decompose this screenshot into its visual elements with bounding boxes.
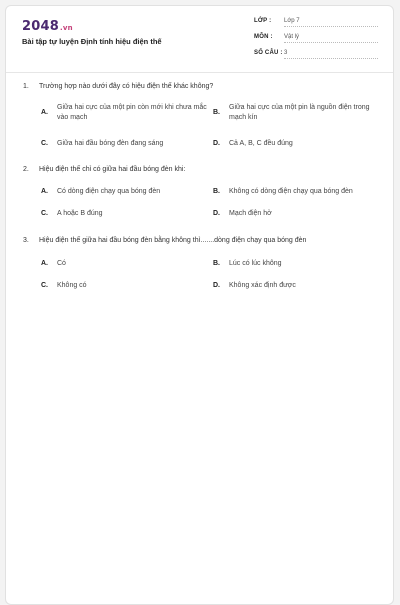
question-1 (23, 82, 378, 92)
option-1c[interactable] (41, 139, 211, 149)
question-2 (23, 165, 378, 175)
option-text: Không có dòng điện chạy qua bóng đèn (229, 188, 353, 195)
option-letter: D. (213, 210, 220, 217)
option-text: Không xác định được (229, 282, 296, 289)
meta-label: LỚP : (254, 18, 272, 24)
worksheet-meta (254, 18, 378, 66)
meta-value: 3 (284, 50, 378, 59)
option-2d[interactable] (213, 209, 383, 219)
option-letter: C. (41, 210, 48, 217)
option-text: Không có (57, 282, 87, 289)
question-3 (23, 236, 378, 246)
question-number: 3. (23, 237, 29, 244)
option-letter: C. (41, 282, 48, 289)
option-text: Cả A, B, C đều đúng (229, 140, 293, 147)
option-text: A hoặc B đúng (57, 210, 103, 217)
meta-label: SỐ CÂU : (254, 50, 283, 56)
question-text (23, 165, 378, 175)
option-text: Mạch điện hở (229, 210, 272, 217)
option-3b[interactable] (213, 259, 383, 269)
option-text: Lúc có lúc không (229, 260, 282, 267)
option-3a[interactable] (41, 259, 211, 269)
option-1d[interactable] (213, 139, 383, 149)
option-text: Giữa hai đầu bóng đèn đang sáng (57, 140, 164, 147)
option-1b[interactable] (213, 103, 383, 123)
logo-main: 2048 (22, 19, 59, 34)
option-letter: A. (41, 109, 48, 116)
option-letter: B. (213, 188, 220, 195)
meta-row-class (254, 18, 378, 31)
question-stem: Hiệu điện thế giữa hai đầu bóng đèn bằng không thì.......dòng điện chạy qua bóng đèn (39, 237, 307, 244)
option-3d[interactable] (213, 281, 383, 291)
option-letter: B. (213, 260, 220, 267)
option-2b[interactable] (213, 187, 391, 197)
meta-row-count (254, 50, 378, 63)
option-text: Giữa hai cực của một pin còn mới khi chưa mắc vào mạch (57, 104, 207, 121)
option-2c[interactable] (41, 209, 211, 219)
option-letter: A. (41, 188, 48, 195)
site-logo[interactable] (22, 19, 73, 34)
question-text (23, 236, 378, 246)
option-letter: C. (41, 140, 48, 147)
option-2a[interactable] (41, 187, 211, 197)
question-text (23, 82, 378, 92)
logo-tld: .vn (59, 24, 73, 32)
meta-row-subject (254, 34, 378, 47)
option-text: Có (57, 260, 66, 267)
option-1a[interactable] (41, 103, 211, 123)
worksheet-header (6, 6, 393, 73)
question-stem: Trường hợp nào dưới đây có hiệu điện thế khác không? (39, 83, 214, 90)
option-letter: A. (41, 260, 48, 267)
worksheet-title: Bài tập tự luyện Định tính hiệu điện thế (22, 37, 162, 46)
option-text: Giữa hai cực của một pin là nguồn điện trong mạch kín (229, 104, 370, 121)
question-stem: Hiệu điện thế chỉ có giữa hai đầu bóng đèn khi: (39, 166, 186, 173)
meta-value: Vật lý (284, 34, 378, 43)
option-letter: B. (213, 109, 220, 116)
worksheet (5, 5, 394, 605)
question-number: 2. (23, 166, 29, 173)
option-3c[interactable] (41, 281, 211, 291)
option-letter: D. (213, 140, 220, 147)
meta-value: Lớp 7 (284, 18, 378, 27)
question-number: 1. (23, 83, 29, 90)
meta-label: MÔN : (254, 34, 273, 40)
option-text: Có dòng điện chạy qua bóng đèn (57, 188, 161, 195)
option-letter: D. (213, 282, 220, 289)
